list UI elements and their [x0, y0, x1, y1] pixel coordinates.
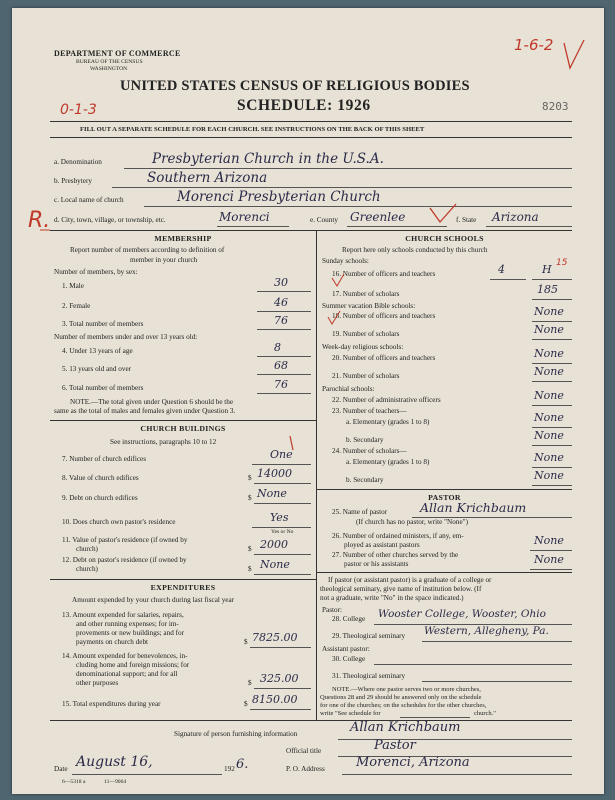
q10-value: Yes: [270, 511, 289, 524]
buildings-heading: CHURCH BUILDINGS: [140, 424, 226, 433]
q8-label: 8. Value of church edifices: [62, 474, 139, 482]
graduate-instructions-1: If pastor (or assistant pastor) is a graduate of a college or: [328, 576, 492, 584]
q11-dollar: $: [248, 545, 252, 553]
official-title-value: Pastor: [374, 738, 416, 753]
members-by-sex-label: Number of members, by sex:: [54, 268, 138, 276]
q14-dollar: $: [248, 679, 252, 687]
bureau-name: BUREAU OF THE CENSUS: [76, 59, 143, 65]
q21-label: 21. Number of scholars: [332, 372, 400, 380]
q7-value: One: [270, 448, 293, 461]
q9-value: None: [257, 487, 287, 500]
membership-note-1: NOTE.—The total given under Question 6 should be the: [70, 398, 234, 406]
q13-label-3: provements or new buildings; and for: [76, 629, 184, 637]
year-prefix: 192: [224, 765, 235, 773]
po-address-label: P. O. Address: [286, 765, 325, 773]
q25-note: (If church has no pastor, write "None"): [356, 518, 468, 526]
pastor-note-2: Questions 28 and 29 should be answered only on the schedule: [320, 694, 482, 701]
q8-value: 14000: [257, 467, 292, 480]
q17-value: 185: [537, 283, 558, 296]
signature-label: Signature of person furnishing information: [174, 730, 298, 738]
q6-label: 6. Total number of members: [62, 384, 144, 392]
q27-value: None: [534, 553, 564, 566]
graduate-instructions-2: theological seminary, give name of institution below. (If: [320, 585, 482, 593]
county-label: e. County: [310, 216, 338, 224]
q15-value: 8150.00: [252, 693, 298, 706]
q16-value: 4: [498, 263, 505, 276]
q13-label-1: 13. Amount expended for salaries, repairs,: [62, 611, 184, 619]
q4-label: 4. Under 13 years of age: [62, 347, 133, 355]
census-schedule-page: [12, 8, 604, 794]
q6-value: 76: [274, 378, 288, 391]
membership-note-2: same as the total of males and females given under Question 3.: [54, 407, 236, 415]
q23-label: 23. Number of teachers—: [332, 407, 407, 415]
po-address-value: Morenci, Arizona: [356, 755, 470, 770]
official-title-label: Official title: [286, 747, 322, 755]
expenditures-intro: Amount expended by your church during last fiscal year: [72, 596, 235, 604]
q26-label-1: 26. Number of ordained ministers, if any, em-: [332, 532, 464, 540]
q24a-label: a. Elementary (grades 1 to 8): [346, 458, 430, 466]
q13-value: 7825.00: [252, 631, 298, 644]
year-suffix: 6.: [236, 757, 249, 772]
date-label: Date: [54, 765, 68, 773]
department-name: DEPARTMENT OF COMMERCE: [54, 49, 181, 58]
instruction-line: FILL OUT A SEPARATE SCHEDULE FOR EACH CHURCH. SEE INSTRUCTIONS ON THE BACK OF THIS SHEET: [80, 126, 425, 133]
red-letter-r: R.: [28, 208, 51, 233]
graduate-instructions-3: not a graduate, write "No" in the space indicated.): [320, 594, 464, 602]
assistant-pastor-label: Assistant pastor:: [322, 645, 370, 653]
membership-intro-1: Report number of members according to definition of: [70, 246, 225, 254]
q14-label-3: denominational support; and for all: [76, 670, 178, 678]
q20-label: 20. Number of officers and teachers: [332, 354, 436, 362]
local-name-label: c. Local name of church: [54, 196, 124, 204]
city-value: Morenci: [219, 210, 270, 224]
q9-dollar: $: [248, 494, 252, 502]
schools-intro: Report here only schools conducted by this church: [342, 246, 488, 254]
q14-label-2: cluding home and foreign missions; for: [76, 661, 190, 669]
q14-label-4: other purposes: [76, 679, 119, 687]
q26-label-2: ployed as assistant pastors: [344, 541, 420, 549]
denomination-value: Presbyterian Church in the U.S.A.: [152, 151, 384, 167]
city-label: d. City, town, village, or township, etc.: [54, 216, 166, 224]
q27-label-2: pastor or his assistants: [344, 560, 409, 568]
q17-label: 17. Number of scholars: [332, 290, 400, 298]
q23b-label: b. Secondary: [346, 436, 384, 444]
q2-label: 2. Female: [62, 302, 91, 310]
q16-red-correction: 15: [556, 258, 568, 268]
q28-value: Wooster College, Wooster, Ohio: [378, 608, 546, 620]
state-value: Arizona: [492, 210, 539, 224]
schools-heading: CHURCH SCHOOLS: [405, 234, 484, 243]
q23a-value: None: [534, 411, 564, 424]
q11-value: 2000: [260, 538, 288, 551]
q3-label: 3. Total number of members: [62, 320, 144, 328]
pastor-note-1: NOTE.—Where one pastor serves two or more churches,: [332, 686, 481, 693]
q1-label: 1. Male: [62, 282, 84, 290]
signature-value: Allan Krichbaum: [350, 720, 461, 735]
membership-heading: MEMBERSHIP: [154, 234, 212, 243]
pastor-note-3: for one of the churches; on the schedules for the other churches,: [320, 702, 487, 709]
sunday-schools-label: Sunday schools:: [322, 257, 369, 265]
local-name-value: Morenci Presbyterian Church: [177, 189, 381, 205]
bureau-city: WASHINGTON: [90, 66, 128, 72]
q18-value: None: [534, 305, 564, 318]
q26-value: None: [534, 534, 564, 547]
q11-label-2: church): [76, 545, 98, 553]
q14-value: 325.00: [260, 672, 299, 685]
q12-value: None: [260, 558, 290, 571]
pastor-label: Pastor:: [322, 606, 342, 614]
q24b-label: b. Secondary: [346, 476, 384, 484]
q19-label: 19. Number of scholars: [332, 330, 400, 338]
q25-label: 25. Name of pastor: [332, 508, 388, 516]
q23a-label: a. Elementary (grades 1 to 8): [346, 418, 430, 426]
q23b-value: None: [534, 429, 564, 442]
buildings-intro: See instructions, paragraphs 10 to 12: [110, 438, 217, 446]
date-value: August 16,: [76, 754, 153, 770]
q19-value: None: [534, 323, 564, 336]
q13-dollar: $: [244, 638, 248, 646]
schedule-number: 8203: [542, 100, 569, 113]
q2-value: 46: [274, 296, 288, 309]
red-ink-marks: [12, 8, 604, 794]
denomination-label: a. Denomination: [54, 158, 102, 166]
q24b-value: None: [534, 469, 564, 482]
q12-dollar: $: [248, 565, 252, 573]
membership-intro-2: member in your church: [130, 256, 198, 264]
form-code: 6—5318 a: [62, 779, 86, 785]
q7-label: 7. Number of church edifices: [62, 455, 147, 463]
q13-label-4: payments on church debt: [76, 638, 149, 646]
summer-schools-label: Summer vacation Bible schools:: [322, 302, 416, 310]
q16-value-secondary: H: [542, 263, 552, 276]
q9-label: 9. Debt on church edifices: [62, 494, 138, 502]
q11-label-1: 11. Value of pastor's residence (if owned by: [62, 536, 188, 544]
q27-label-1: 27. Number of other churches served by the: [332, 551, 459, 559]
presbytery-label: b. Presbytery: [54, 177, 92, 185]
pastor-heading: PASTOR: [428, 493, 461, 502]
q14-label-1: 14. Amount expended for benevolences, in-: [62, 652, 188, 660]
q24-label: 24. Number of scholars—: [332, 447, 407, 455]
q10-label: 10. Does church own pastor's residence: [62, 518, 176, 526]
q30-label: 30. College: [332, 655, 366, 663]
q5-value: 68: [274, 359, 288, 372]
q15-dollar: $: [244, 700, 248, 708]
form-title: UNITED STATES CENSUS OF RELIGIOUS BODIES: [120, 78, 470, 94]
q4-value: 8: [274, 341, 281, 354]
q12-label-2: church): [76, 565, 98, 573]
presbytery-value: Southern Arizona: [147, 170, 268, 186]
parochial-schools-label: Parochial schools:: [322, 385, 375, 393]
q16-label: 16. Number of officers and teachers: [332, 270, 436, 278]
state-label: f. State: [456, 216, 477, 224]
q15-label: 15. Total expenditures during year: [62, 700, 161, 708]
q24a-value: None: [534, 451, 564, 464]
q22-value: None: [534, 389, 564, 402]
q5-label: 5. 13 years old and over: [62, 365, 132, 373]
q12-label-1: 12. Debt on pastor's residence (if owned by: [62, 556, 187, 564]
q3-value: 76: [274, 314, 288, 327]
q31-label: 31. Theological seminary: [332, 672, 406, 680]
red-date-top: 1-6-2: [514, 36, 554, 54]
pastor-note-4: write "See schedule for: [320, 710, 381, 717]
q10-note: Yes or No: [271, 529, 294, 535]
q29-label: 29. Theological seminary: [332, 632, 406, 640]
q20-value: None: [534, 347, 564, 360]
q25-value: Allan Krichbaum: [420, 500, 527, 515]
members-by-age-label: Number of members under and over 13 years old:: [54, 333, 198, 341]
county-value: Greenlee: [350, 210, 406, 224]
q22-label: 22. Number of administrative officers: [332, 396, 441, 404]
q8-dollar: $: [248, 474, 252, 482]
q13-label-2: and other running expenses; for im-: [76, 620, 179, 628]
q21-value: None: [534, 365, 564, 378]
q18-label: 18. Number of officers and teachers: [332, 312, 436, 320]
red-date-left: 0-1-3: [60, 102, 97, 118]
q1-value: 30: [274, 276, 288, 289]
weekday-schools-label: Week-day religious schools:: [322, 343, 404, 351]
form-code-2: 11—9064: [104, 779, 127, 785]
expenditures-heading: EXPENDITURES: [150, 583, 216, 592]
schedule-title: SCHEDULE: 1926: [237, 97, 371, 114]
q29-value: Western, Allegheny, Pa.: [424, 625, 549, 637]
q28-label: 28. College: [332, 615, 366, 623]
pastor-note-5: church.": [474, 710, 496, 717]
